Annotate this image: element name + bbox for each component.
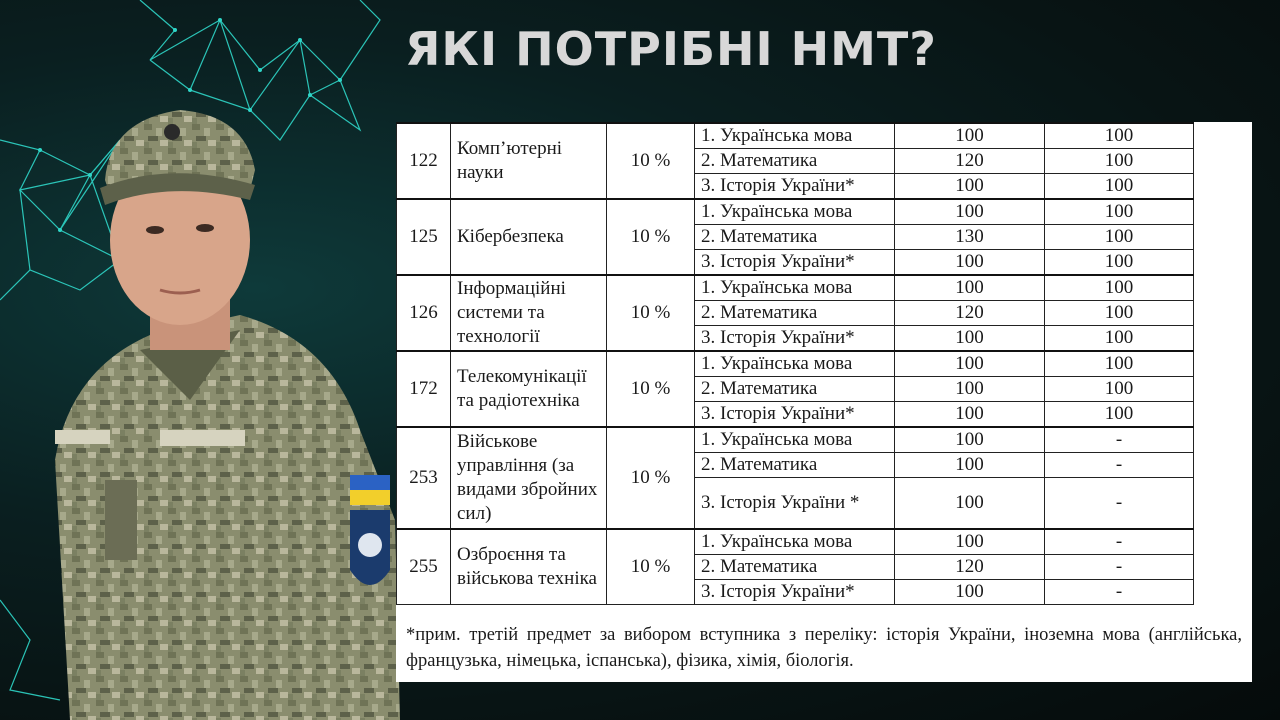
min-score: 100: [895, 326, 1045, 352]
min-score: 120: [895, 149, 1045, 174]
specialty-share: 10 %: [607, 199, 695, 275]
min-score: 100: [895, 478, 1045, 530]
specialty-code: 125: [397, 199, 451, 275]
min-score: 100: [895, 123, 1045, 149]
subject-name: 1. Українська мова: [695, 199, 895, 225]
min-score: 100: [895, 529, 1045, 555]
table-row: [397, 199, 1194, 225]
min-score-alt: -: [1045, 478, 1194, 530]
min-score: 130: [895, 225, 1045, 250]
min-score-alt: -: [1045, 529, 1194, 555]
subject-name: 2. Математика: [695, 225, 895, 250]
specialty-name: Комп’ютерні науки: [451, 123, 607, 199]
min-score-alt: 100: [1045, 326, 1194, 352]
specialty-name: Озброєння та військова техніка: [451, 529, 607, 605]
min-score-alt: 100: [1045, 225, 1194, 250]
admission-requirements-sheet: [396, 122, 1252, 682]
table-row: [397, 427, 1194, 453]
specialty-code: 122: [397, 123, 451, 199]
subject-name: 3. Історія України*: [695, 250, 895, 276]
requirements-table: [396, 122, 1194, 605]
soldier-portrait: [0, 100, 400, 720]
specialty-code: 126: [397, 275, 451, 351]
min-score-alt: -: [1045, 580, 1194, 605]
min-score-alt: 100: [1045, 275, 1194, 301]
min-score-alt: 100: [1045, 149, 1194, 174]
specialty-share: 10 %: [607, 123, 695, 199]
specialty-name: Інформаційні системи та технології: [451, 275, 607, 351]
specialty-share: 10 %: [607, 427, 695, 529]
min-score-alt: 100: [1045, 174, 1194, 200]
subject-name: 1. Українська мова: [695, 275, 895, 301]
min-score: 100: [895, 250, 1045, 276]
specialty-name: Військове управління (за видами збройних сил): [451, 427, 607, 529]
specialty-code: 253: [397, 427, 451, 529]
specialty-code: 172: [397, 351, 451, 427]
specialty-share: 10 %: [607, 275, 695, 351]
min-score-alt: -: [1045, 453, 1194, 478]
min-score: 100: [895, 199, 1045, 225]
specialty-share: 10 %: [607, 351, 695, 427]
min-score: 100: [895, 427, 1045, 453]
min-score: 100: [895, 351, 1045, 377]
table-row: [397, 351, 1194, 377]
subject-name: 1. Українська мова: [695, 123, 895, 149]
min-score-alt: 100: [1045, 351, 1194, 377]
min-score-alt: 100: [1045, 250, 1194, 276]
subject-name: 1. Українська мова: [695, 427, 895, 453]
subject-name: 2. Математика: [695, 453, 895, 478]
min-score-alt: -: [1045, 427, 1194, 453]
subject-name: 3. Історія України*: [695, 326, 895, 352]
subject-name: 2. Математика: [695, 301, 895, 326]
min-score: 100: [895, 174, 1045, 200]
table-row: [397, 123, 1194, 149]
specialty-name: Телекомунікації та радіотехніка: [451, 351, 607, 427]
footnote: *прим. третій предмет за вибором вступника з переліку: історія України, іноземна мова (англійська, французька, німецька, іспанська), фізика, хімія, біологія.: [406, 625, 1242, 671]
subject-name: 2. Математика: [695, 149, 895, 174]
subject-name: 2. Математика: [695, 555, 895, 580]
min-score: 100: [895, 377, 1045, 402]
subject-name: 3. Історія України*: [695, 402, 895, 428]
min-score: 120: [895, 555, 1045, 580]
min-score-alt: 100: [1045, 301, 1194, 326]
subject-name: 1. Українська мова: [695, 351, 895, 377]
min-score-alt: 100: [1045, 377, 1194, 402]
specialty-share: 10 %: [607, 529, 695, 605]
table-row: [397, 529, 1194, 555]
specialty-name: Кібербезпека: [451, 199, 607, 275]
subject-name: 2. Математика: [695, 377, 895, 402]
table-row: [397, 275, 1194, 301]
subject-name: 3. Історія України*: [695, 174, 895, 200]
min-score-alt: 100: [1045, 199, 1194, 225]
min-score-alt: 100: [1045, 123, 1194, 149]
subject-name: 3. Історія України*: [695, 580, 895, 605]
min-score-alt: -: [1045, 555, 1194, 580]
min-score: 120: [895, 301, 1045, 326]
page-title: ЯКІ ПОТРІБНІ НМТ?: [405, 22, 937, 76]
subject-name: 1. Українська мова: [695, 529, 895, 555]
specialty-code: 255: [397, 529, 451, 605]
min-score: 100: [895, 453, 1045, 478]
min-score: 100: [895, 275, 1045, 301]
min-score: 100: [895, 402, 1045, 428]
min-score: 100: [895, 580, 1045, 605]
min-score-alt: 100: [1045, 402, 1194, 428]
subject-name: 3. Історія України *: [695, 478, 895, 530]
